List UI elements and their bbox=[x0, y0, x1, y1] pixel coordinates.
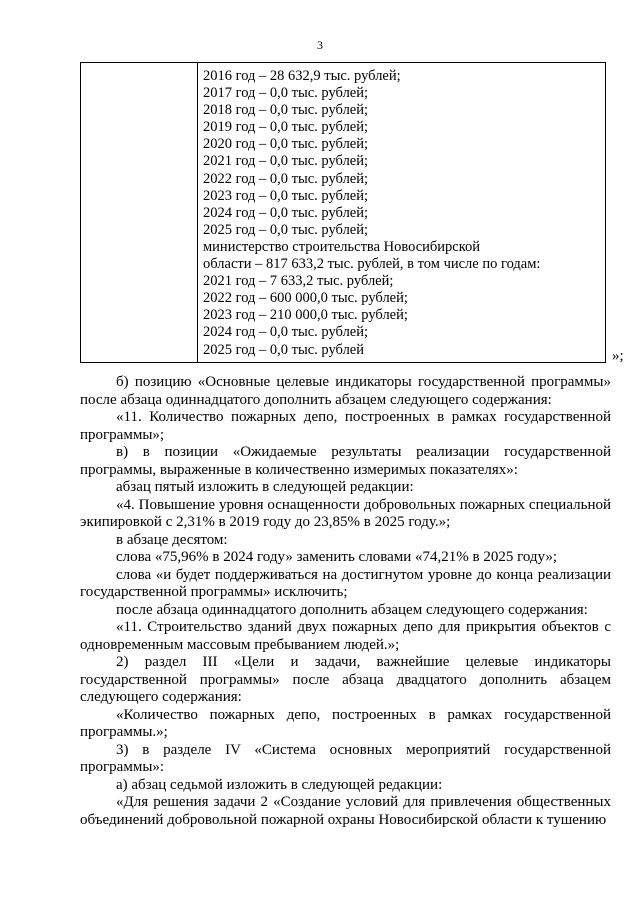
paragraph: в) в позиции «Ожидаемые результаты реализации государственной программы, выраженные в количественно измеримых показателях»: bbox=[80, 444, 611, 478]
table-line: 2022 год – 600 000,0 тыс. рублей; bbox=[203, 290, 408, 307]
table-line: 2024 год – 0,0 тыс. рублей; bbox=[203, 324, 369, 341]
table-line: 2018 год – 0,0 тыс. рублей; bbox=[203, 102, 369, 119]
paragraph: слова «75,96% в 2024 году» заменить словами «74,21% в 2025 году»; bbox=[116, 549, 558, 565]
paragraph: в абзаце десятом: bbox=[116, 531, 228, 548]
paragraph: «11. Количество пожарных депо, построенных в рамках государственной программы»; bbox=[80, 409, 611, 443]
funding-table bbox=[80, 62, 606, 363]
paragraph: абзац пятый изложить в следующей редакции: bbox=[116, 479, 414, 495]
table-line: 2024 год – 0,0 тыс. рублей; bbox=[203, 204, 369, 221]
table-line: 2025 год – 0,0 тыс. рублей; bbox=[203, 221, 369, 238]
table-line: 2019 год – 0,0 тыс. рублей; bbox=[203, 119, 369, 136]
body-text bbox=[80, 374, 611, 829]
paragraph: а) абзац седьмой изложить в следующей редакции: bbox=[116, 776, 443, 793]
paragraph: после абзаца одиннадцатого дополнить абзацем следующего содержания: bbox=[116, 601, 588, 618]
table-left-cell bbox=[81, 63, 198, 363]
paragraph: 2) раздел III «Цели и задачи, важнейшие целевые индикаторы государственной программы» после абзаца двадцатого дополнить абзацем следующего содержания: bbox=[80, 654, 611, 705]
paragraph: б) позицию «Основные целевые индикаторы государственной программы» после абзаца одиннадцатого дополнить абзацем следующего содержания: bbox=[80, 374, 611, 408]
paragraph: «Количество пожарных депо, построенных в рамках государственной программы.»; bbox=[80, 706, 611, 740]
table-line: 2022 год – 0,0 тыс. рублей; bbox=[203, 170, 369, 187]
table-line: 2023 год – 0,0 тыс. рублей; bbox=[203, 187, 369, 204]
table-line: 2025 год – 0,0 тыс. рублей bbox=[203, 341, 365, 358]
table-line: 2021 год – 7 633,2 тыс. рублей; bbox=[203, 273, 394, 290]
closing-quote: »; bbox=[612, 348, 624, 364]
table-line: 2023 год – 210 000,0 тыс. рублей; bbox=[203, 307, 408, 324]
table-line: 2016 год – 28 632,9 тыс. рублей; bbox=[203, 68, 401, 84]
table-line: 2021 год – 0,0 тыс. рублей; bbox=[203, 153, 369, 170]
table-line: 2017 год – 0,0 тыс. рублей; bbox=[203, 85, 369, 102]
table-right-cell bbox=[198, 63, 606, 363]
table-line: области – 817 633,2 тыс. рублей, в том числе по годам: bbox=[203, 256, 541, 273]
page-number: 3 bbox=[317, 38, 323, 52]
paragraph: «11. Строительство зданий двух пожарных депо для прикрытия объектов с одновременным массовым пребыванием людей.»; bbox=[80, 619, 611, 653]
paragraph: 3) в разделе IV «Система основных мероприятий государственной программы»: bbox=[80, 741, 611, 775]
table-line: 2020 год – 0,0 тыс. рублей; bbox=[203, 136, 369, 153]
paragraph: слова «и будет поддерживаться на достигнутом уровне до конца реализации государственной программы» исключить; bbox=[80, 566, 611, 600]
funding-table-row bbox=[81, 63, 606, 363]
table-line: министерство строительства Новосибирской bbox=[203, 238, 481, 255]
paragraph: «Для решения задачи 2 «Создание условий для привлечения общественных объединений добровольной пожарной охраны Новосибирской области к тушению bbox=[80, 794, 611, 828]
paragraph: «4. Повышение уровня оснащенности добровольных пожарных специальной экипировкой с 2,31% в 2019 году до 23,85% в 2025 году.»; bbox=[80, 496, 611, 530]
